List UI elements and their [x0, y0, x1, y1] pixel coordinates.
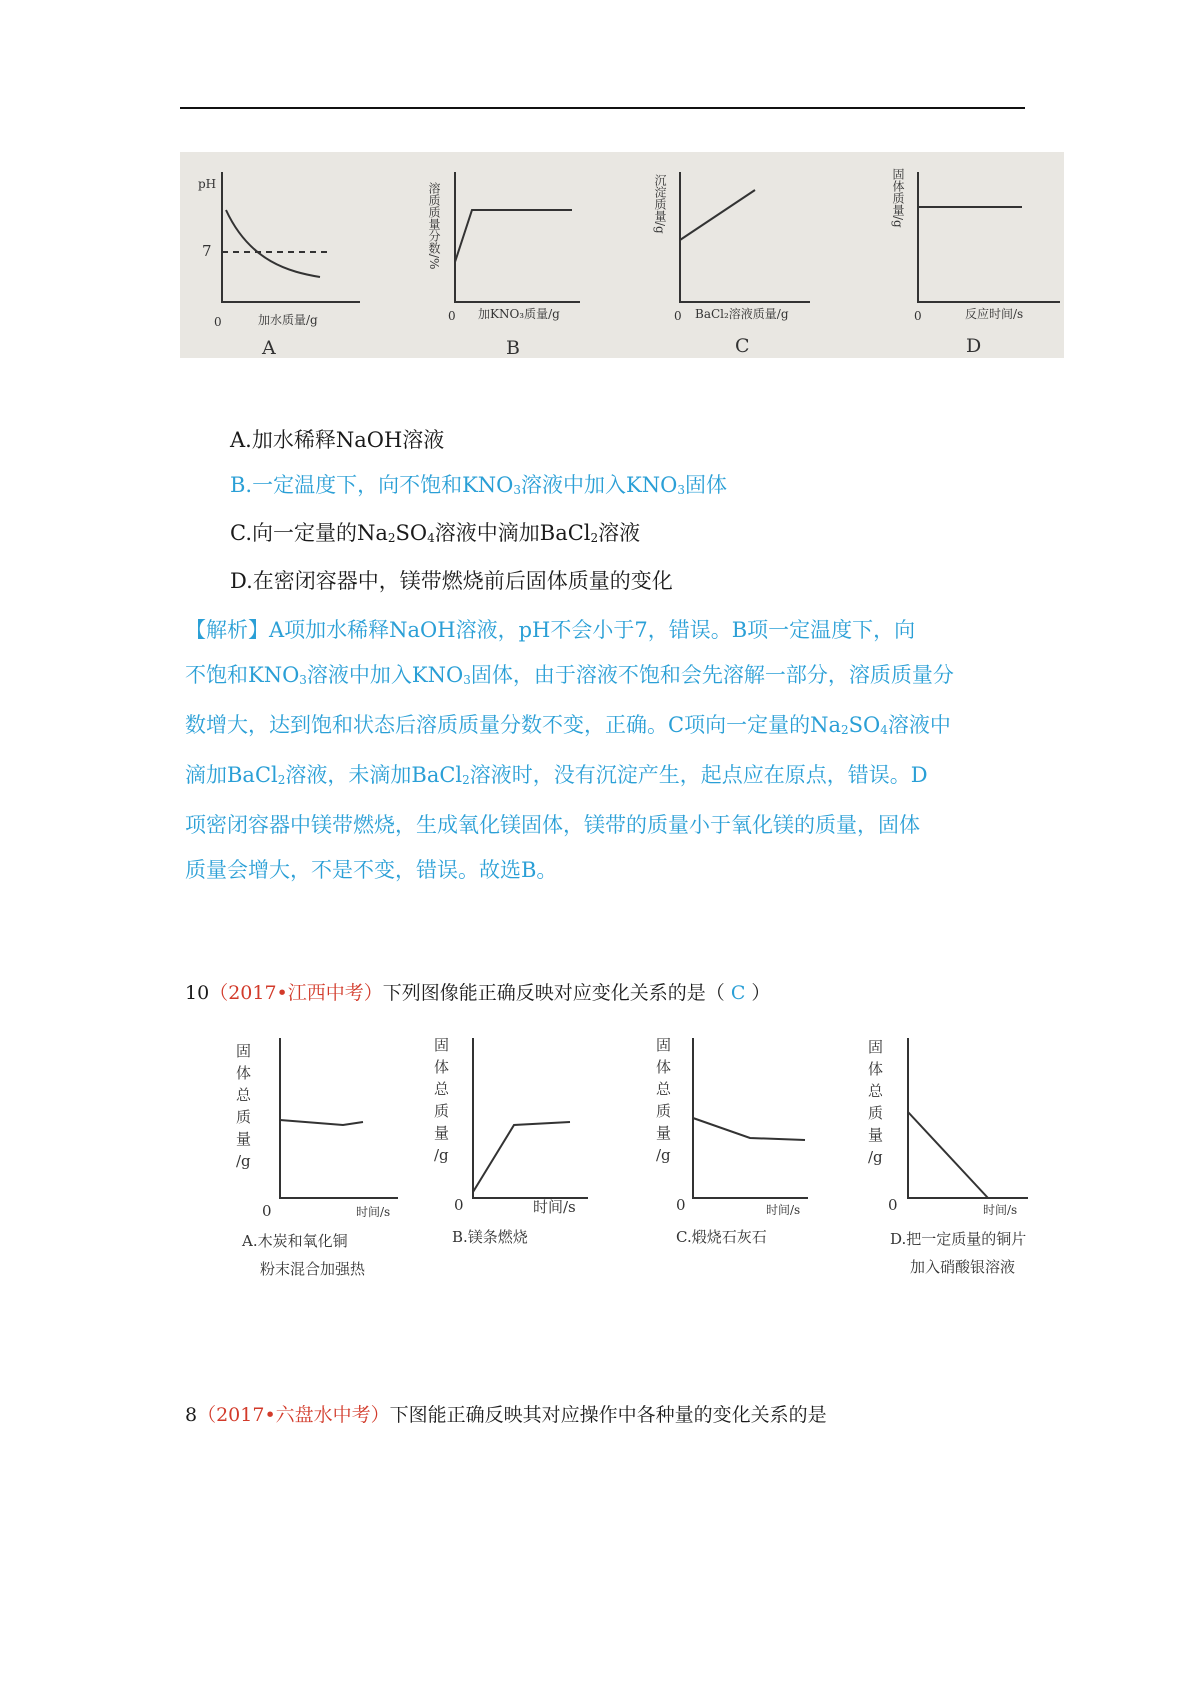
q10-d-xlabel: 时间/s	[983, 1203, 1018, 1217]
q10-b-y4: 量	[434, 1124, 450, 1142]
q10-a-y1: 体	[236, 1064, 252, 1082]
q10-c-y1: 体	[656, 1058, 672, 1076]
q10-c-caption1: C.煅烧石灰石	[676, 1228, 767, 1246]
q10-answer: C	[730, 982, 746, 1004]
figure-top-svg	[180, 152, 1064, 358]
option-c-sub2: 4	[427, 531, 435, 545]
q10-d-y0: 固	[868, 1038, 884, 1056]
letter-b: B	[506, 337, 520, 358]
q10-c-y5: /g	[656, 1146, 671, 1164]
ylabel-c: 沉淀质量/g	[653, 174, 667, 234]
q10-source: （2017•江西中考）	[209, 982, 383, 1004]
q10-d-caption2: 加入硝酸银溶液	[910, 1258, 1016, 1276]
analysis-line-5	[185, 803, 1025, 848]
option-b-sub1: 3	[513, 483, 522, 497]
q10-a-xlabel: 时间/s	[356, 1205, 391, 1219]
q10-a-y5: /g	[236, 1152, 251, 1170]
option-a	[230, 425, 444, 455]
figure-q10-svg	[228, 1030, 1058, 1290]
analysis-l2c: 固体，由于溶液不饱和会先溶解一部分，溶质质量分	[470, 663, 954, 687]
analysis-line-2	[185, 653, 1025, 703]
analysis-l4c: 溶液时，没有沉淀产生，起点应在原点，错误。D	[469, 763, 928, 787]
q10-d-y2: 总	[868, 1082, 884, 1100]
ylabel-d: 固体质量/g	[891, 168, 905, 228]
xlabel-a: 加水质量/g	[258, 313, 318, 327]
q10-a-y2: 总	[236, 1086, 252, 1104]
analysis-line-1	[185, 608, 1025, 653]
analysis-l3: 数增大，达到饱和状态后溶质质量分数不变，正确。C项向一定量的Na	[185, 713, 841, 737]
q10-b-y1: 体	[434, 1058, 450, 1076]
q8-number: 8	[185, 1404, 198, 1426]
analysis-l4s2: 2	[462, 773, 470, 787]
option-d	[230, 566, 673, 596]
q10-d-y5: /g	[868, 1148, 883, 1166]
q10-b-y3: 质	[434, 1102, 450, 1120]
xlabel-c: BaCl₂溶液质量/g	[695, 307, 789, 321]
q10-number: 10	[185, 982, 210, 1004]
option-c-sub1: 2	[387, 531, 396, 545]
q10-c-origin: 0	[676, 1196, 686, 1214]
analysis-l6: 质量会增大，不是不变，错误。故选B。	[185, 858, 558, 882]
option-a-text: A.加水稀释NaOH溶液	[230, 428, 445, 452]
q8-source: （2017•六盘水中考）	[197, 1404, 390, 1426]
analysis	[185, 608, 1025, 893]
letter-a: A	[262, 337, 276, 358]
analysis-l3b: SO	[848, 713, 881, 737]
q10-b-y2: 总	[434, 1080, 450, 1098]
analysis-l3s2: 4	[880, 723, 888, 737]
q10-b-y0: 固	[434, 1036, 450, 1054]
q10-c-y4: 量	[656, 1124, 672, 1142]
analysis-l5: 项密闭容器中镁带燃烧，生成氧化镁固体，镁带的质量小于氧化镁的质量，固体	[185, 813, 920, 837]
option-b-pre: B.一定温度下，向不饱和KNO	[230, 473, 514, 497]
option-b-mid: 溶液中加入KNO	[521, 473, 678, 497]
header-rule	[180, 107, 1025, 109]
letter-c: C	[735, 335, 750, 357]
q10-d-ylabel	[868, 1038, 884, 1166]
option-c-mid1: SO	[395, 521, 428, 545]
q10-c-y2: 总	[656, 1080, 672, 1098]
analysis-l3c: 溶液中	[887, 713, 951, 737]
q10-a-y0: 固	[236, 1042, 252, 1060]
q10-d-origin: 0	[888, 1196, 898, 1214]
mark-a-7: 7	[202, 242, 212, 260]
analysis-line-6	[185, 848, 1025, 893]
q10-a-caption1: A.木炭和氧化铜	[242, 1232, 348, 1250]
origin-c: 0	[674, 309, 682, 323]
option-c	[230, 518, 640, 553]
analysis-l4s1: 2	[277, 773, 286, 787]
q10-b-xlabel: 时间/s	[533, 1198, 576, 1216]
analysis-l2b: 溶液中加入KNO	[306, 663, 464, 687]
analysis-line-4	[185, 753, 1025, 803]
q8-text: 下图能正确反映其对应操作中各种量的变化关系的是	[389, 1404, 827, 1426]
option-c-post: 溶液	[598, 521, 641, 545]
q10-a-ylabel	[236, 1042, 252, 1170]
question-8	[185, 1400, 827, 1430]
ylabel-b: 溶质质量分数/%	[427, 182, 441, 270]
option-c-sub3: 2	[590, 531, 599, 545]
q10-b-ylabel	[434, 1036, 450, 1164]
q10-d-y3: 质	[868, 1104, 884, 1122]
ylabel-a: pH	[198, 177, 217, 191]
q10-b-y5: /g	[434, 1146, 449, 1164]
analysis-l3s1: 2	[840, 723, 849, 737]
analysis-l2s2: 3	[463, 673, 471, 687]
origin-d: 0	[914, 309, 922, 323]
q10-d-y1: 体	[868, 1060, 884, 1078]
origin-a: 0	[214, 315, 222, 329]
option-c-pre: C.向一定量的Na	[230, 521, 388, 545]
q10-b-origin: 0	[454, 1196, 464, 1214]
analysis-l4b: 溶液，未滴加BaCl	[285, 763, 463, 787]
analysis-l1: 【解析】A项加水稀释NaOH溶液，pH不会小于7，错误。B项一定温度下，向	[185, 618, 916, 642]
option-d-text: D.在密闭容器中，镁带燃烧前后固体质量的变化	[230, 569, 673, 593]
origin-b: 0	[448, 309, 456, 323]
q10-b-caption1: B.镁条燃烧	[452, 1228, 528, 1246]
analysis-l2s1: 3	[299, 673, 307, 687]
xlabel-d: 反应时间/s	[965, 307, 1024, 321]
analysis-l2a: 不饱和KNO	[185, 663, 300, 687]
q10-a-origin: 0	[262, 1202, 272, 1220]
option-b-post: 固体	[684, 473, 727, 497]
q10-close: ）	[751, 982, 771, 1004]
option-c-mid2: 溶液中滴加BaCl	[434, 521, 591, 545]
q10-a-y4: 量	[236, 1130, 252, 1148]
q10-c-xlabel: 时间/s	[766, 1203, 801, 1217]
figure-q10	[228, 1030, 1058, 1290]
figure-top	[180, 152, 1064, 358]
option-b-sub2: 3	[677, 483, 685, 497]
question-10	[185, 978, 770, 1008]
xlabel-b: 加KNO₃质量/g	[478, 307, 560, 321]
q10-a-y3: 质	[236, 1108, 252, 1126]
analysis-line-3	[185, 703, 1025, 753]
analysis-l4a: 滴加BaCl	[185, 763, 278, 787]
q10-d-caption1: D.把一定质量的铜片	[890, 1230, 1027, 1248]
q10-c-y0: 固	[656, 1036, 672, 1054]
q10-a-caption2: 粉末混合加强热	[260, 1260, 366, 1278]
q10-text: 下列图像能正确反映对应变化关系的是（	[382, 982, 725, 1004]
q10-d-y4: 量	[868, 1126, 884, 1144]
option-b	[230, 470, 727, 505]
q10-c-ylabel	[656, 1036, 672, 1164]
letter-d: D	[966, 335, 982, 357]
q10-c-y3: 质	[656, 1102, 672, 1120]
